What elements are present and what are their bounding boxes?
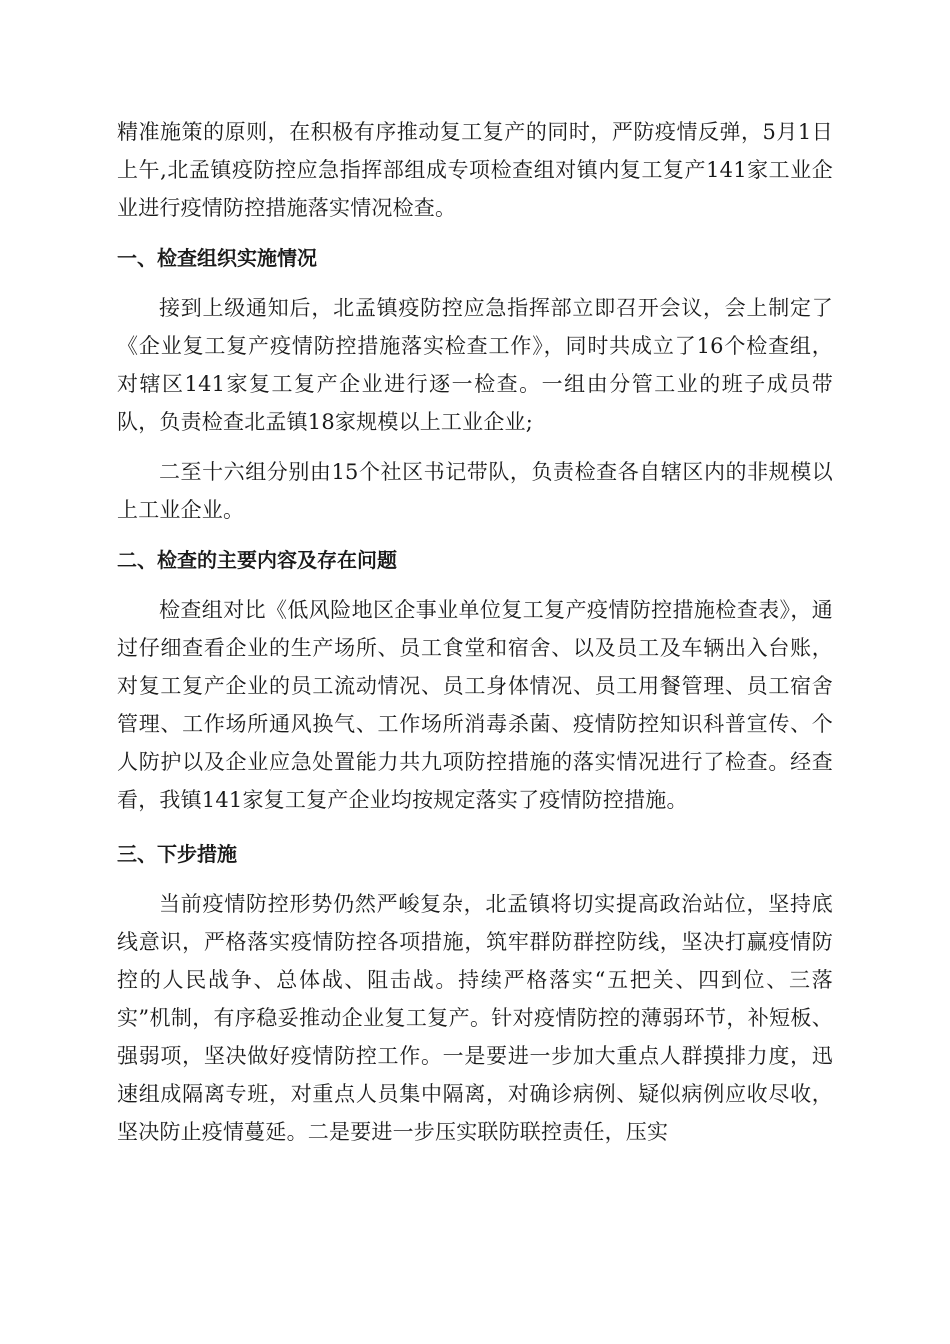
document-page bbox=[117, 113, 833, 1151]
section-3-paragraph-1: 当前疫情防控形势仍然严峻复杂，北孟镇将切实提高政治站位，坚持底线意识，严格落实疫情防控各项措施，筑牢群防群控防线，坚决打赢疫情防控的人民战争、总体战、阻击战。持续严格落实“五把关、四到位、三落实”机制，有序稳妥推动企业复工复产。针对疫情防控的薄弱环节，补短板、强弱项，坚决做好疫情防控工作。一是要进一步加大重点人群摸排力度，迅速组成隔离专班，对重点人员集中隔离，对确诊病例、疑似病例应收尽收，坚决防止疫情蔓延。二是要进一步压实联防联控责任，压实 bbox=[117, 892, 833, 1144]
section-3-heading: 三、下步措施 bbox=[117, 842, 237, 866]
section-1-paragraph-2: 二至十六组分别由15个社区书记带队，负责检查各自辖区内的非规模以上工业企业。 bbox=[117, 460, 833, 522]
section-1-heading: 一、检查组织实施情况 bbox=[117, 246, 317, 270]
intro-paragraph: 精准施策的原则，在积极有序推动复工复产的同时，严防疫情反弹，5月1日上午,北孟镇疫防控应急指挥部组成专项检查组对镇内复工复产141家工业企业进行疫情防控措施落实情况检查。 bbox=[117, 120, 833, 220]
section-2-paragraph-1: 检查组对比《低风险地区企事业单位复工复产疫情防控措施检查表》，通过仔细查看企业的生产场所、员工食堂和宿舍、以及员工及车辆出入台账，对复工复产企业的员工流动情况、员工身体情况、员工用餐管理、员工宿舍管理、工作场所通风换气、工作场所消毒杀菌、疫情防控知识科普宣传、个人防护以及企业应急处置能力共九项防控措施的落实情况进行了检查。经查看，我镇141家复工复产企业均按规定落实了疫情防控措施。 bbox=[117, 598, 833, 812]
section-1-paragraph-1: 接到上级通知后，北孟镇疫防控应急指挥部立即召开会议，会上制定了《企业复工复产疫情防控措施落实检查工作》，同时共成立了16个检查组，对辖区141家复工复产企业进行逐一检查。一组由分管工业的班子成员带队，负责检查北孟镇18家规模以上工业企业; bbox=[117, 296, 833, 434]
section-2-heading: 二、检查的主要内容及存在问题 bbox=[117, 548, 397, 572]
